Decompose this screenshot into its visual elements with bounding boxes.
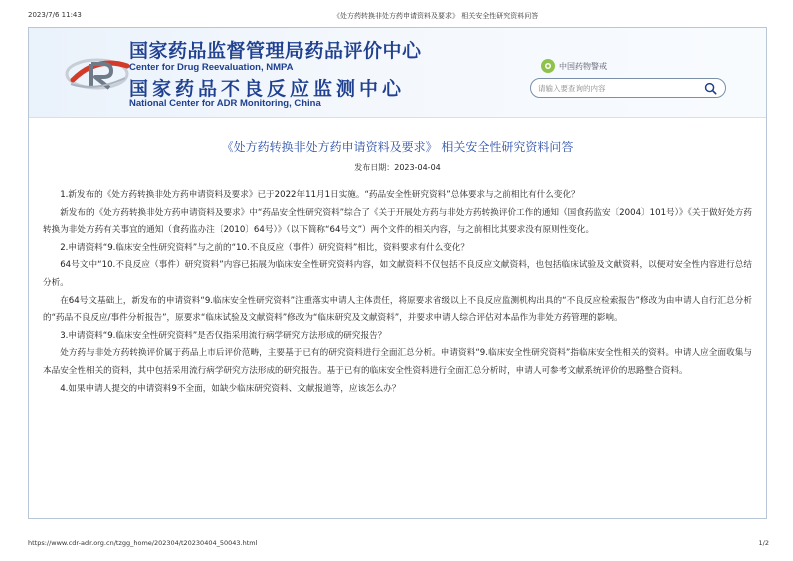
paragraph: 处方药与非处方药转换评价属于药品上市后评价范畴，主要基于已有的研究资料进行全面汇总分析。申请资料“9.临床安全性研究资料”指临床安全性相关的资料。申请人应全面收集与本品安全性相关的资料，其中包括采用流行病学研究方法形成的研究报告。基于已有的临床安全性资料进行全面汇总分析时，申请人可参考文献系统评价的思路整合资料。	[43, 348, 752, 376]
search-icon[interactable]	[704, 82, 717, 95]
org-name-en: Center for Drug Reevaluation, NMPA	[129, 62, 294, 73]
paragraph: 新发布的《处方药转换非处方药申请资料及要求》中“药品安全性研究资料”综合了《关于开展处方药与非处方药转换评价工作的通知（国食药监安〔2004〕101号）》《关于做好处方药转换为非处方药有关事宜的通知（食药监办注〔2010〕64号）》（以下简称“64号文”）两个文件的相关内容，与之前相比其要求没有原则性变化。	[43, 207, 752, 236]
paragraph: 4.如果申请人提交的申请资料9不全面，如缺少临床研究资料、文献报道等，应该怎么办？	[60, 383, 401, 394]
pharmacovigilance-link[interactable]	[541, 59, 607, 73]
pharmacovigilance-label: 中国药物警戒	[559, 61, 607, 71]
paragraph: 1.新发布的《处方药转换非处方药申请资料及要求》已于2022年11月1日实施。“药品安全性研究资料”总体要求与之前相比有什么变化？	[60, 190, 580, 200]
publish-date-value: 2023-04-04	[394, 163, 441, 172]
publish-date-label: 发布日期：	[354, 163, 395, 172]
adr-center-name-cn: 国家药品不良反应监测中心	[129, 78, 406, 100]
paragraph: 3.申请资料“9.临床安全性研究资料”是否仅指采用流行病学研究方法形成的研究报告？	[60, 330, 387, 341]
page-frame	[28, 27, 767, 519]
site-header	[29, 28, 766, 118]
adr-center-name-en: National Center for ADR Monitoring, China	[129, 98, 321, 109]
print-page-number: 1/2	[758, 539, 769, 547]
paragraph: 64号文中“10.不良反应（事件）研究资料”内容已拓展为临床安全性研究资料内容，如文献资料不仅包括不良反应文献资料，也包括临床试验及文献资料，以便对安全性内容进行总结分析。	[43, 260, 752, 288]
pharmacovigilance-icon	[541, 59, 555, 73]
article-body	[43, 187, 752, 398]
print-datetime: 2023/7/6 11:43	[28, 11, 82, 19]
paragraph: 2.申请资料“9.临床安全性研究资料”与之前的“10.不良反应（事件）研究资料”相比，资料要求有什么变化？	[60, 242, 470, 253]
print-url: https://www.cdr-adr.org.cn/tzgg_home/202304/t20230404_50043.html	[28, 539, 258, 547]
search-input[interactable]	[538, 82, 698, 94]
search-box	[530, 78, 726, 98]
cdr-logo-icon[interactable]	[65, 50, 135, 94]
print-doc-title: 《处方药转换非处方药申请资料及要求》 相关安全性研究资料问答	[333, 12, 539, 20]
publish-date	[29, 162, 766, 173]
org-name-cn: 国家药品监督管理局药品评价中心	[129, 40, 422, 62]
article-title: 《处方药转换非处方药申请资料及要求》 相关安全性研究资料问答	[221, 140, 574, 154]
paragraph: 在64号文基础上，新发布的申请资料“9.临床安全性研究资料”注重落实申请人主体责任，将原要求省级以上不良反应监测机构出具的“不良反应检索报告”修改为由申请人自行汇总分析的“药品不良反应/事件分析报告”，原要求“临床试验及文献资料”修改为“临床研究及文献资料”，并要求申请人综合评估对本品作为非处方药管理的影响。	[43, 295, 752, 324]
